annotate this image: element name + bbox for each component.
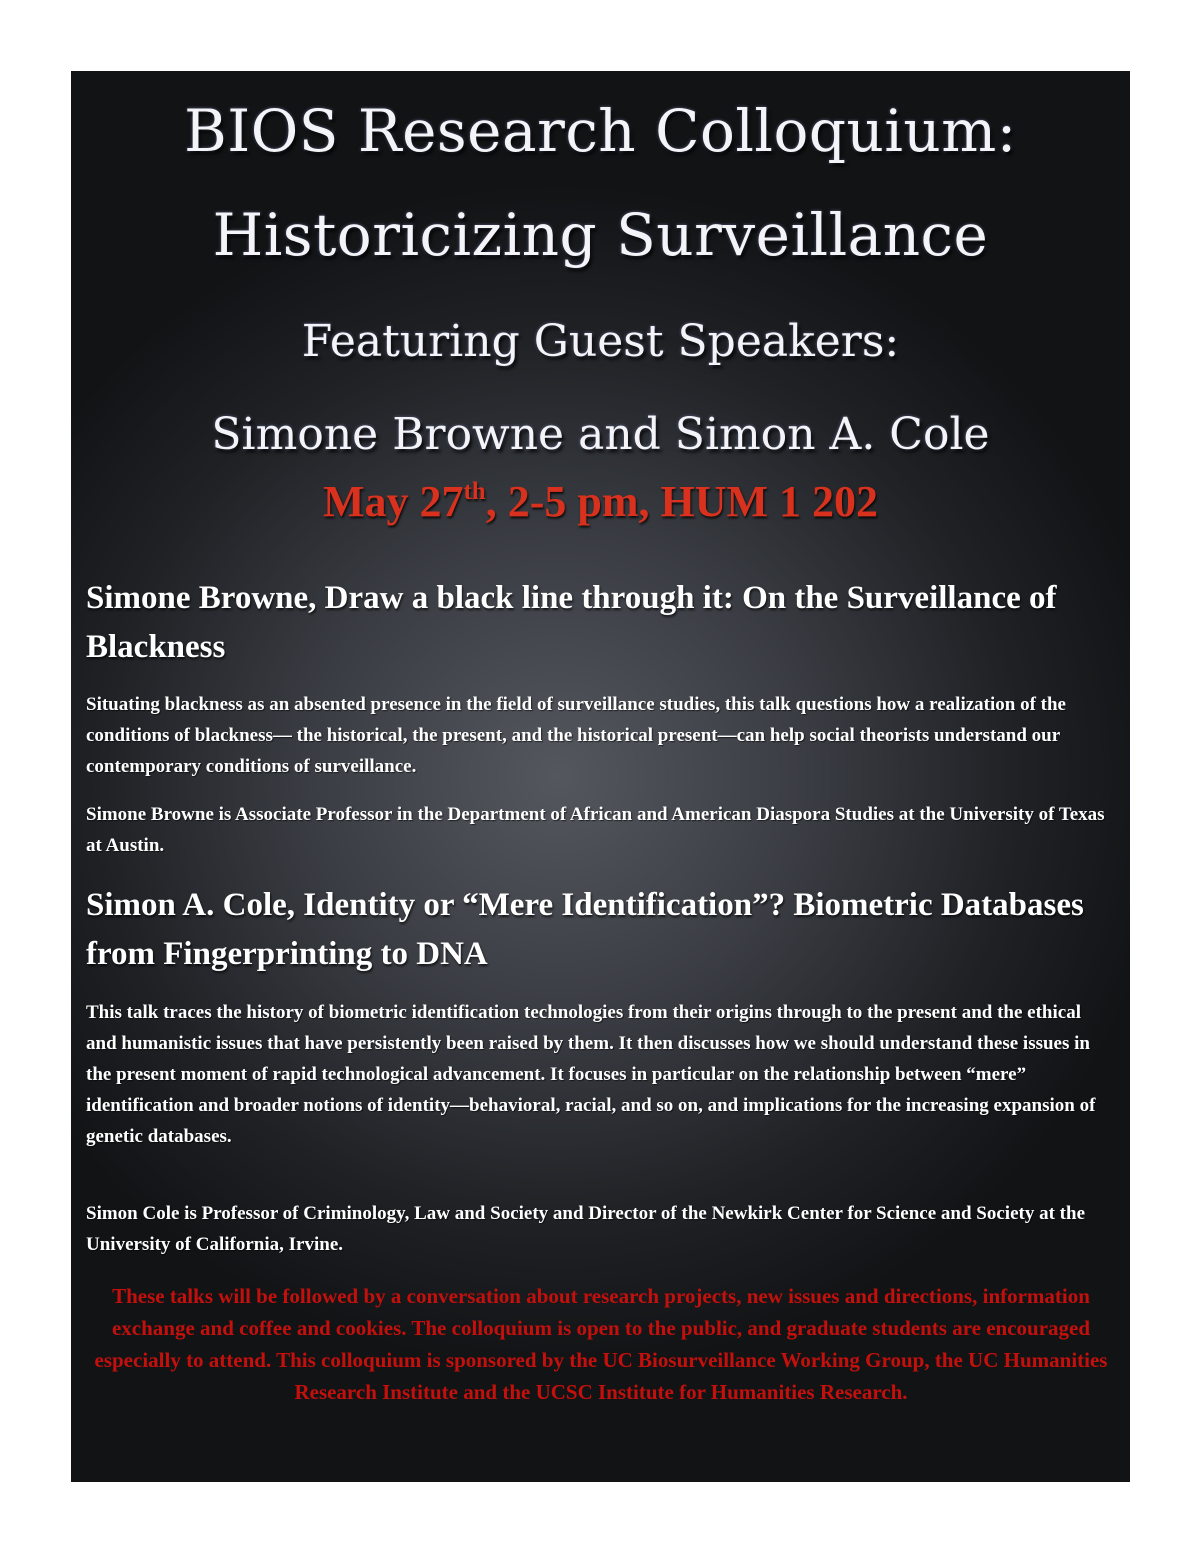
title-line-2: Historicizing Surveillance (212, 201, 989, 269)
talk-2 (86, 881, 1116, 979)
subtitle: Featuring Guest Speakers: (301, 316, 900, 367)
talk-1-abstract-block (86, 689, 1116, 782)
talk-1-bio-block (86, 799, 1116, 861)
event-date (71, 476, 1130, 527)
date-suffix: th (463, 478, 486, 505)
talk-1 (86, 574, 1116, 672)
talk-1-bio: Simone Browne is Associate Professor in the Department of African and American Diaspora Studies at the University of Texas at Austin. (86, 804, 1105, 856)
title-line-1: BIOS Research Colloquium: (184, 97, 1017, 165)
talk-1-abstract: Situating blackness as an absented presence in the field of surveillance studies, this talk questions how a realization of the conditions of blackness— the historical, the present, and the historical present—can help social theorists understand our contemporary conditions of surveillance. (86, 694, 1066, 777)
date-day: May 27 (322, 477, 464, 526)
talk-2-title: Simon A. Cole, Identity or “Mere Identification”? Biometric Databases from Fingerprinting to DNA (86, 887, 1084, 972)
date-time-location: , 2-5 pm, HUM 1 202 (485, 477, 879, 526)
closing-note: These talks will be followed by a conversation about research projects, new issues and directions, information exchange and coffee and cookies. The colloquium is open to the public, and graduate students are encouraged especially to attend. This colloquium is sponsored by the UC Biosurveillance Working Group, the UC Humanities Research Institute and the UCSC Institute for Humanities Research. (94, 1284, 1108, 1404)
talk-2-abstract-block (86, 997, 1116, 1152)
talk-2-abstract: This talk traces the history of biometric identification technologies from their origins through to the present and the ethical and humanistic issues that have persistently been raised by them. It then discusses how we should understand these issues in the present moment of rapid technological advancement. It focuses in particular on the relationship between “mere” identification and broader notions of identity—behavioral, racial, and so on, and implications for the increasing expansion of genetic databases. (86, 1002, 1096, 1147)
talk-2-bio-block (86, 1198, 1116, 1260)
speakers: Simone Browne and Simon A. Cole (211, 409, 990, 460)
talk-2-bio: Simon Cole is Professor of Criminology, Law and Society and Director of the Newkirk Center for Science and Society at the University of California, Irvine. (86, 1203, 1086, 1255)
talk-1-title: Simone Browne, Draw a black line through it: On the Surveillance of Blackness (86, 580, 1057, 665)
poster (71, 71, 1130, 1482)
